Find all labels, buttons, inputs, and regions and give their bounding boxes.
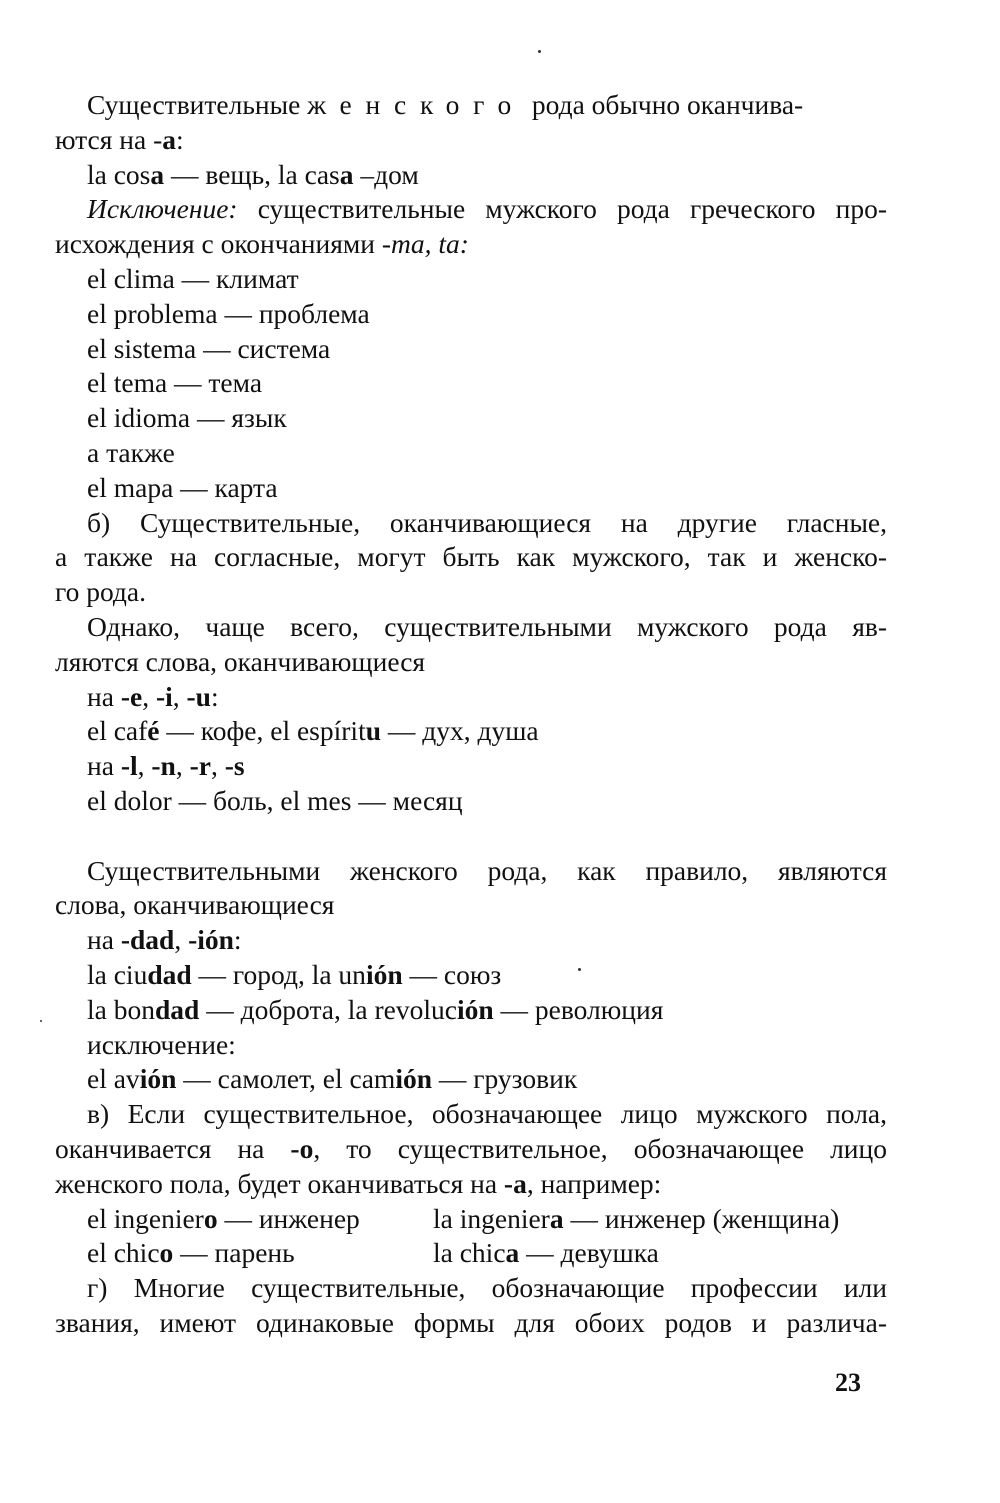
text-line: la bondad — доброта, la revolución — революция [87,993,664,1025]
text-line: слова, оканчивающиеся [55,889,335,921]
text-line: на -e, -i, -u: [87,680,219,712]
text-line: в) Если существительное, обозначающее лицо мужского пола, [87,1098,887,1130]
text-line: el ingeniero — инженер la ingeniera — инженер (женщина) [87,1202,840,1234]
text-line: el idioma — язык [87,402,287,434]
text-line: ются на -a: [55,123,184,155]
text-line: а также [87,436,175,468]
page-body [55,88,887,1341]
text-line: Существительными женского рода, как правило, являются [87,854,887,886]
text-line: el tema — тема [87,367,263,399]
text-line: Исключение: существительные мужского рода греческого про- [87,193,887,225]
text-line: звания, имеют одинаковые формы для обоих родов и различа- [55,1306,887,1338]
speck [538,50,541,53]
text-line: el café — кофе, el espíritu — дух, душа [87,715,539,747]
text-line: la ciudad — город, la unión — союз [87,958,502,990]
text-line: го рода. [55,576,146,608]
text-line: el chico — парень la chica — девушка [87,1237,659,1269]
text-line: женского пола, будет оканчиваться на -a, например: [55,1167,662,1199]
text-line: el clima — климат [87,262,299,294]
page-number: 23 [835,1368,861,1397]
speck [40,1020,42,1022]
text-line: а также на согласные, могут быть как мужского, так и женско- [55,541,887,573]
text-line: el dolor — боль, el mes — месяц [87,784,463,816]
text-line: el avión — самолет, el camión — грузовик [87,1063,578,1095]
text-line: оканчивается на -o, то существительное, обозначающее лицо [55,1132,887,1164]
text-line: el mapa — карта [87,471,278,503]
text-line: Однако, чаще всего, существительными мужского рода яв- [87,610,887,642]
paragraph-gap [55,819,887,854]
text-line: el sistema — система [87,332,331,364]
text-line: исключение: [87,1028,236,1060]
text-line: la cosa — вещь, la casa –дом [87,158,419,190]
text-line: на -dad, -ión: [87,924,242,956]
text-line: Существительные женского рода обычно оканчива- [87,89,804,120]
text-line: г) Многие существительные, обозначающие профессии или [87,1272,887,1304]
text-line: б) Существительные, оканчивающиеся на другие гласные, [87,506,887,538]
text-line: исхождения с окончаниями -ma, ta: [55,228,469,260]
text-line: ляются слова, оканчивающиеся [55,645,426,677]
text-line: на -l, -n, -r, -s [87,750,245,782]
text-line: el problema — проблема [87,297,370,329]
